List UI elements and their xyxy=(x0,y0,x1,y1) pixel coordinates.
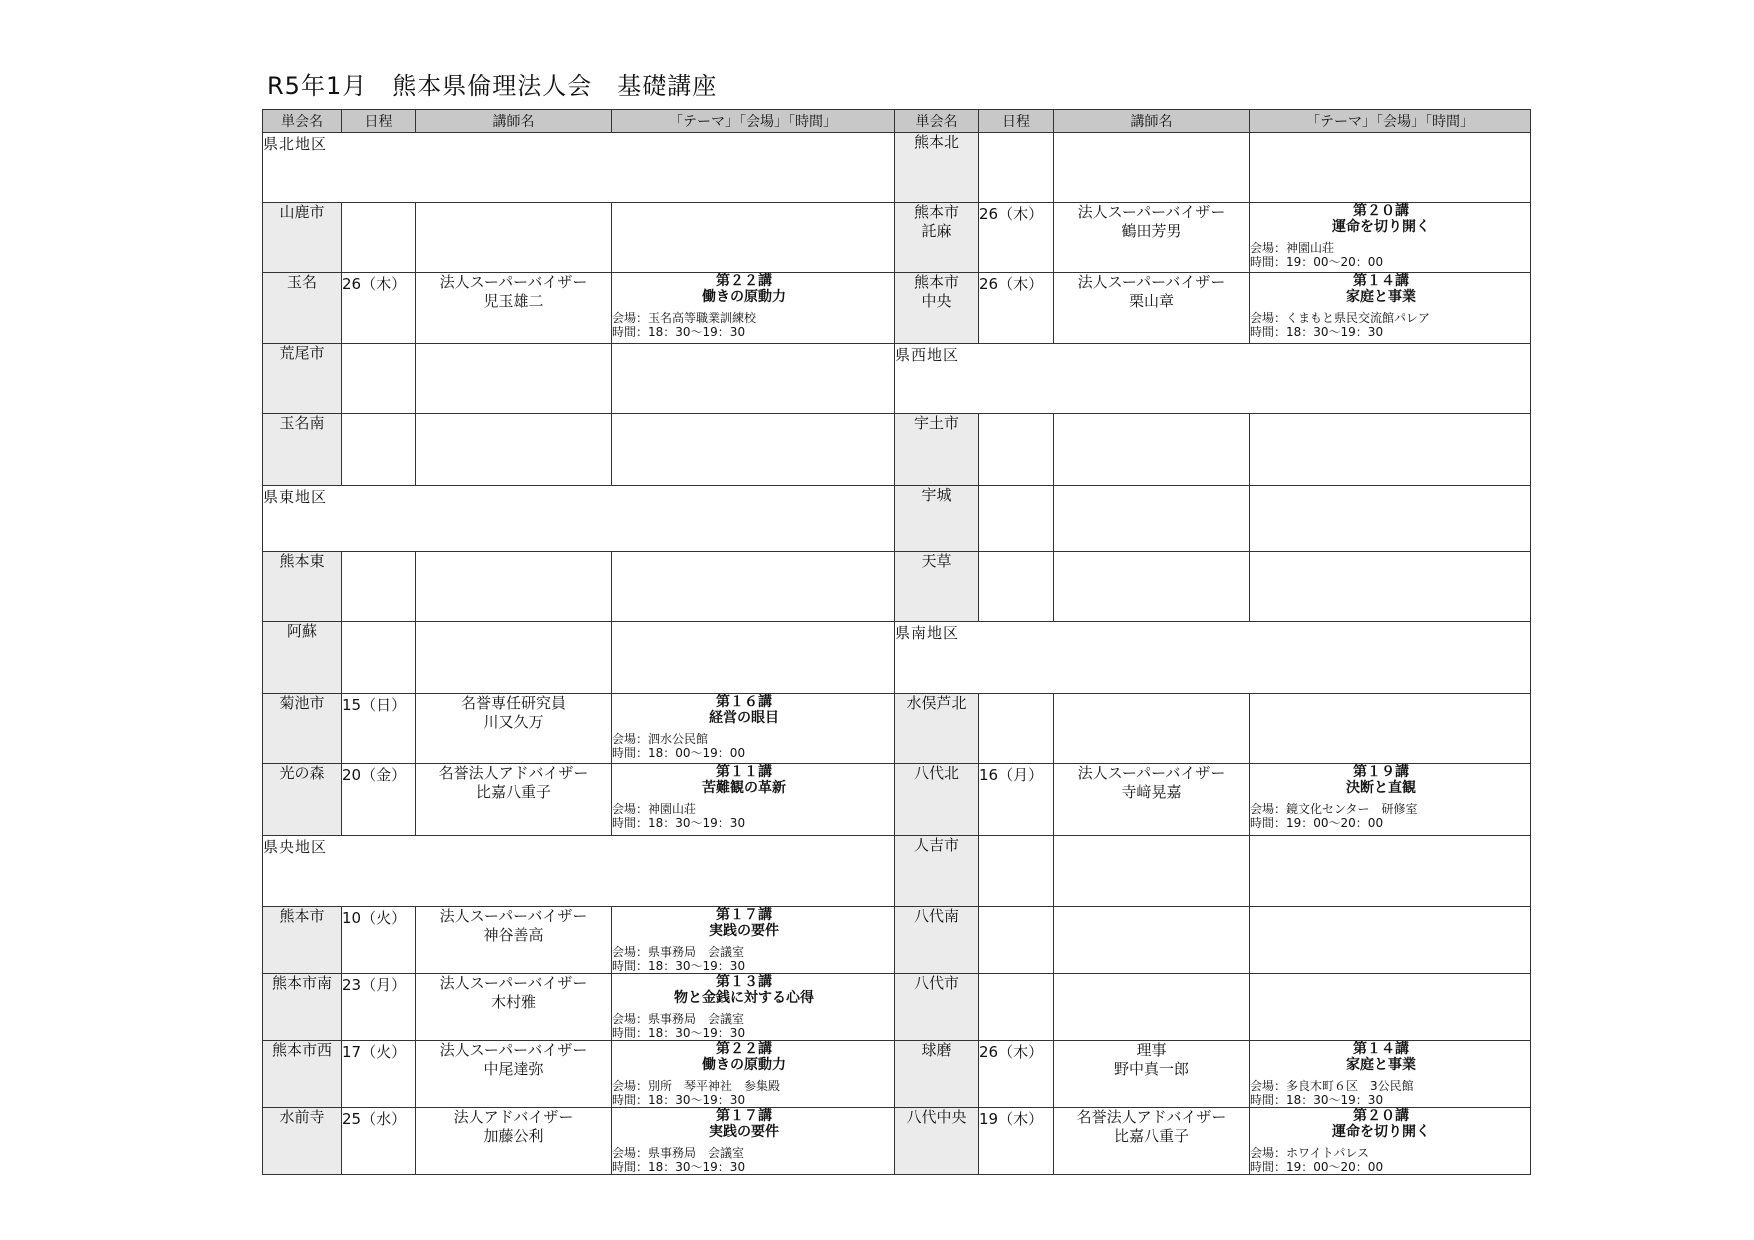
unit-name: 水前寺 xyxy=(263,1108,342,1175)
unit-name: 光の森 xyxy=(263,764,342,836)
table-row xyxy=(263,974,1531,1041)
schedule-date: 20（金） xyxy=(342,764,416,836)
lecture-topic: 実践の要件 xyxy=(709,923,779,939)
unit-name: 熊本市 託麻 xyxy=(895,203,979,273)
lecturer-name xyxy=(416,414,612,486)
venue-text: 会場：ホワイトパレス xyxy=(1250,1146,1370,1160)
theme-cell xyxy=(1250,486,1531,552)
table-row xyxy=(263,414,1531,486)
schedule-date xyxy=(979,414,1054,486)
lecture-number: 第１７講 xyxy=(716,907,772,923)
header-date: 日程 xyxy=(979,110,1054,133)
theme-cell xyxy=(612,974,895,1041)
theme-cell xyxy=(612,1108,895,1175)
venue-text: 会場：玉名高等職業訓練校 xyxy=(612,311,757,325)
unit-name: 熊本東 xyxy=(263,552,342,622)
theme-cell xyxy=(1250,1041,1531,1108)
venue-text: 会場：神園山荘 xyxy=(1250,241,1335,255)
lecture-number: 第２０講 xyxy=(1353,1108,1409,1124)
theme-cell xyxy=(612,203,895,273)
header-lecturer: 講師名 xyxy=(416,110,612,133)
schedule-date xyxy=(979,552,1054,622)
region-header: 県央地区 xyxy=(263,836,895,907)
theme-cell xyxy=(612,414,895,486)
unit-name: 宇土市 xyxy=(895,414,979,486)
lecturer-name: 法人スーパーバイザー 鶴田芳男 xyxy=(1054,203,1250,273)
lecture-number: 第１１講 xyxy=(716,764,772,780)
schedule-date: 25（水） xyxy=(342,1108,416,1175)
schedule-date xyxy=(979,486,1054,552)
header-unit: 単会名 xyxy=(895,110,979,133)
table-row xyxy=(263,203,1531,273)
lecture-topic: 決断と直観 xyxy=(1346,780,1416,796)
theme-cell xyxy=(612,273,895,344)
region-header: 県南地区 xyxy=(895,622,1531,694)
lecture-topic: 苦難観の革新 xyxy=(702,780,786,796)
unit-name: 山鹿市 xyxy=(263,203,342,273)
unit-name: 荒尾市 xyxy=(263,344,342,414)
unit-name: 熊本市西 xyxy=(263,1041,342,1108)
time-text: 時間：19：00〜20：00 xyxy=(1250,1160,1384,1174)
theme-cell xyxy=(1250,694,1531,764)
theme-cell xyxy=(1250,203,1531,273)
region-header: 県東地区 xyxy=(263,486,895,552)
lecture-number: 第１９講 xyxy=(1353,764,1409,780)
venue-text: 会場：泗水公民館 xyxy=(612,732,709,746)
time-text: 時間：18：30〜19：30 xyxy=(612,959,746,973)
lecturer-name: 法人スーパーバイザー 児玉雄二 xyxy=(416,273,612,344)
venue-text: 会場：別所 琴平神社 参集殿 xyxy=(612,1079,781,1093)
theme-cell xyxy=(612,694,895,764)
lecture-number: 第１７講 xyxy=(716,1108,772,1124)
lecturer-name xyxy=(1054,974,1250,1041)
schedule-date xyxy=(342,414,416,486)
time-text: 時間：18：30〜19：30 xyxy=(612,1160,746,1174)
region-header: 県西地区 xyxy=(895,344,1531,414)
schedule-date: 23（月） xyxy=(342,974,416,1041)
time-text: 時間：18：00〜19：00 xyxy=(612,746,746,760)
lecture-topic: 家庭と事業 xyxy=(1346,289,1416,305)
unit-name: 人吉市 xyxy=(895,836,979,907)
table-row xyxy=(263,836,1531,907)
lecturer-name: 名誉法人アドバイザー 比嘉八重子 xyxy=(416,764,612,836)
schedule-date: 16（月） xyxy=(979,764,1054,836)
schedule-date: 26（木） xyxy=(979,1041,1054,1108)
theme-cell xyxy=(1250,836,1531,907)
schedule-date xyxy=(342,622,416,694)
theme-cell xyxy=(1250,552,1531,622)
venue-text: 会場：くまもと県民交流館パレア xyxy=(1250,311,1431,325)
venue-text: 会場：県事務局 会議室 xyxy=(612,1012,745,1026)
unit-name: 八代中央 xyxy=(895,1108,979,1175)
lecturer-name xyxy=(1054,486,1250,552)
unit-name: 熊本市 xyxy=(263,907,342,974)
table-row xyxy=(263,344,1531,414)
schedule-date: 19（木） xyxy=(979,1108,1054,1175)
lecture-number: 第２０講 xyxy=(1353,203,1409,219)
lecturer-name: 法人スーパーバイザー 寺﨑晃嘉 xyxy=(1054,764,1250,836)
lecturer-name xyxy=(1054,907,1250,974)
theme-cell xyxy=(612,764,895,836)
header-row xyxy=(263,110,1531,133)
unit-name: 八代北 xyxy=(895,764,979,836)
time-text: 時間：18：30〜19：30 xyxy=(612,325,746,339)
lecturer-name: 理事 野中真一郎 xyxy=(1054,1041,1250,1108)
schedule-date: 26（木） xyxy=(979,203,1054,273)
lecture-topic: 運命を切り開く xyxy=(1332,1124,1430,1140)
lecture-number: 第１３講 xyxy=(716,974,772,990)
schedule-date: 15（日） xyxy=(342,694,416,764)
schedule-table xyxy=(262,109,1531,1175)
lecturer-name xyxy=(416,344,612,414)
table-row xyxy=(263,273,1531,344)
lecturer-name xyxy=(1054,836,1250,907)
theme-cell xyxy=(1250,133,1531,203)
unit-name: 天草 xyxy=(895,552,979,622)
theme-cell xyxy=(1250,974,1531,1041)
unit-name: 菊池市 xyxy=(263,694,342,764)
theme-cell xyxy=(1250,414,1531,486)
table-row xyxy=(263,552,1531,622)
time-text: 時間：18：30〜19：30 xyxy=(612,1026,746,1040)
lecture-topic: 経営の眼目 xyxy=(709,710,779,726)
schedule-date xyxy=(979,133,1054,203)
lecture-topic: 物と金銭に対する心得 xyxy=(674,990,814,1006)
unit-name: 熊本北 xyxy=(895,133,979,203)
schedule-date: 10（火） xyxy=(342,907,416,974)
venue-text: 会場：鏡文化センター 研修室 xyxy=(1250,802,1418,816)
lecture-topic: 実践の要件 xyxy=(709,1124,779,1140)
table-row xyxy=(263,133,1531,203)
theme-cell xyxy=(1250,907,1531,974)
time-text: 時間：19：00〜20：00 xyxy=(1250,816,1384,830)
lecturer-name: 法人アドバイザー 加藤公利 xyxy=(416,1108,612,1175)
time-text: 時間：18：30〜19：30 xyxy=(612,816,746,830)
venue-text: 会場：神園山荘 xyxy=(612,802,697,816)
unit-name: 熊本市 中央 xyxy=(895,273,979,344)
lecture-topic: 働きの原動力 xyxy=(702,289,786,305)
unit-name: 水俣芦北 xyxy=(895,694,979,764)
unit-name: 玉名 xyxy=(263,273,342,344)
lecturer-name xyxy=(1054,133,1250,203)
lecture-number: 第１４講 xyxy=(1353,273,1409,289)
schedule-body xyxy=(263,133,1531,1175)
table-row xyxy=(263,764,1531,836)
lecturer-name xyxy=(416,622,612,694)
lecturer-name xyxy=(1054,694,1250,764)
lecture-number: 第２２講 xyxy=(716,1041,772,1057)
schedule-date: 26（木） xyxy=(342,273,416,344)
table-row xyxy=(263,486,1531,552)
header-date: 日程 xyxy=(342,110,416,133)
theme-cell xyxy=(612,344,895,414)
time-text: 時間：18：30〜19：30 xyxy=(1250,325,1384,339)
schedule-date xyxy=(342,344,416,414)
theme-cell xyxy=(612,1041,895,1108)
lecture-topic: 運命を切り開く xyxy=(1332,219,1430,235)
lecturer-name xyxy=(1054,552,1250,622)
schedule-date xyxy=(979,836,1054,907)
lecturer-name xyxy=(416,552,612,622)
header-theme: 「テーマ」「会場」「時間」 xyxy=(612,110,895,133)
header-lecturer: 講師名 xyxy=(1054,110,1250,133)
region-header: 県北地区 xyxy=(263,133,895,203)
page-title: R5年1月 熊本県倫理法人会 基礎講座 xyxy=(267,72,718,100)
venue-text: 会場：多良木町６区 3公民館 xyxy=(1250,1079,1414,1093)
unit-name: 八代市 xyxy=(895,974,979,1041)
unit-name: 宇城 xyxy=(895,486,979,552)
header-theme: 「テーマ」「会場」「時間」 xyxy=(1250,110,1531,133)
table-row xyxy=(263,694,1531,764)
time-text: 時間：19：00〜20：00 xyxy=(1250,255,1384,269)
lecturer-name: 名誉専任研究員 川又久万 xyxy=(416,694,612,764)
schedule-date xyxy=(979,974,1054,1041)
schedule-date: 26（木） xyxy=(979,273,1054,344)
schedule-date xyxy=(342,203,416,273)
theme-cell xyxy=(1250,1108,1531,1175)
theme-cell xyxy=(612,907,895,974)
schedule-date xyxy=(342,552,416,622)
lecture-number: 第２２講 xyxy=(716,273,772,289)
header-unit: 単会名 xyxy=(263,110,342,133)
table-row xyxy=(263,1041,1531,1108)
lecture-number: 第１４講 xyxy=(1353,1041,1409,1057)
schedule-date xyxy=(979,694,1054,764)
lecturer-name xyxy=(416,203,612,273)
lecturer-name: 法人スーパーバイザー 神谷善高 xyxy=(416,907,612,974)
lecturer-name: 法人スーパーバイザー 木村雅 xyxy=(416,974,612,1041)
table-row xyxy=(263,1108,1531,1175)
lecturer-name: 法人スーパーバイザー 栗山章 xyxy=(1054,273,1250,344)
theme-cell xyxy=(612,622,895,694)
theme-cell xyxy=(1250,273,1531,344)
time-text: 時間：18：30〜19：30 xyxy=(1250,1093,1384,1107)
lecture-topic: 働きの原動力 xyxy=(702,1057,786,1073)
table-row xyxy=(263,622,1531,694)
lecturer-name xyxy=(1054,414,1250,486)
table-row xyxy=(263,907,1531,974)
unit-name: 玉名南 xyxy=(263,414,342,486)
theme-cell xyxy=(612,552,895,622)
unit-name: 阿蘇 xyxy=(263,622,342,694)
schedule-date: 17（火） xyxy=(342,1041,416,1108)
lecturer-name: 法人スーパーバイザー 中尾達弥 xyxy=(416,1041,612,1108)
lecture-topic: 家庭と事業 xyxy=(1346,1057,1416,1073)
lecture-number: 第１６講 xyxy=(716,694,772,710)
unit-name: 熊本市南 xyxy=(263,974,342,1041)
schedule-date xyxy=(979,907,1054,974)
time-text: 時間：18：30〜19：30 xyxy=(612,1093,746,1107)
theme-cell xyxy=(1250,764,1531,836)
venue-text: 会場：県事務局 会議室 xyxy=(612,1146,745,1160)
lecturer-name: 名誉法人アドバイザー 比嘉八重子 xyxy=(1054,1108,1250,1175)
unit-name: 球磨 xyxy=(895,1041,979,1108)
venue-text: 会場：県事務局 会議室 xyxy=(612,945,745,959)
unit-name: 八代南 xyxy=(895,907,979,974)
